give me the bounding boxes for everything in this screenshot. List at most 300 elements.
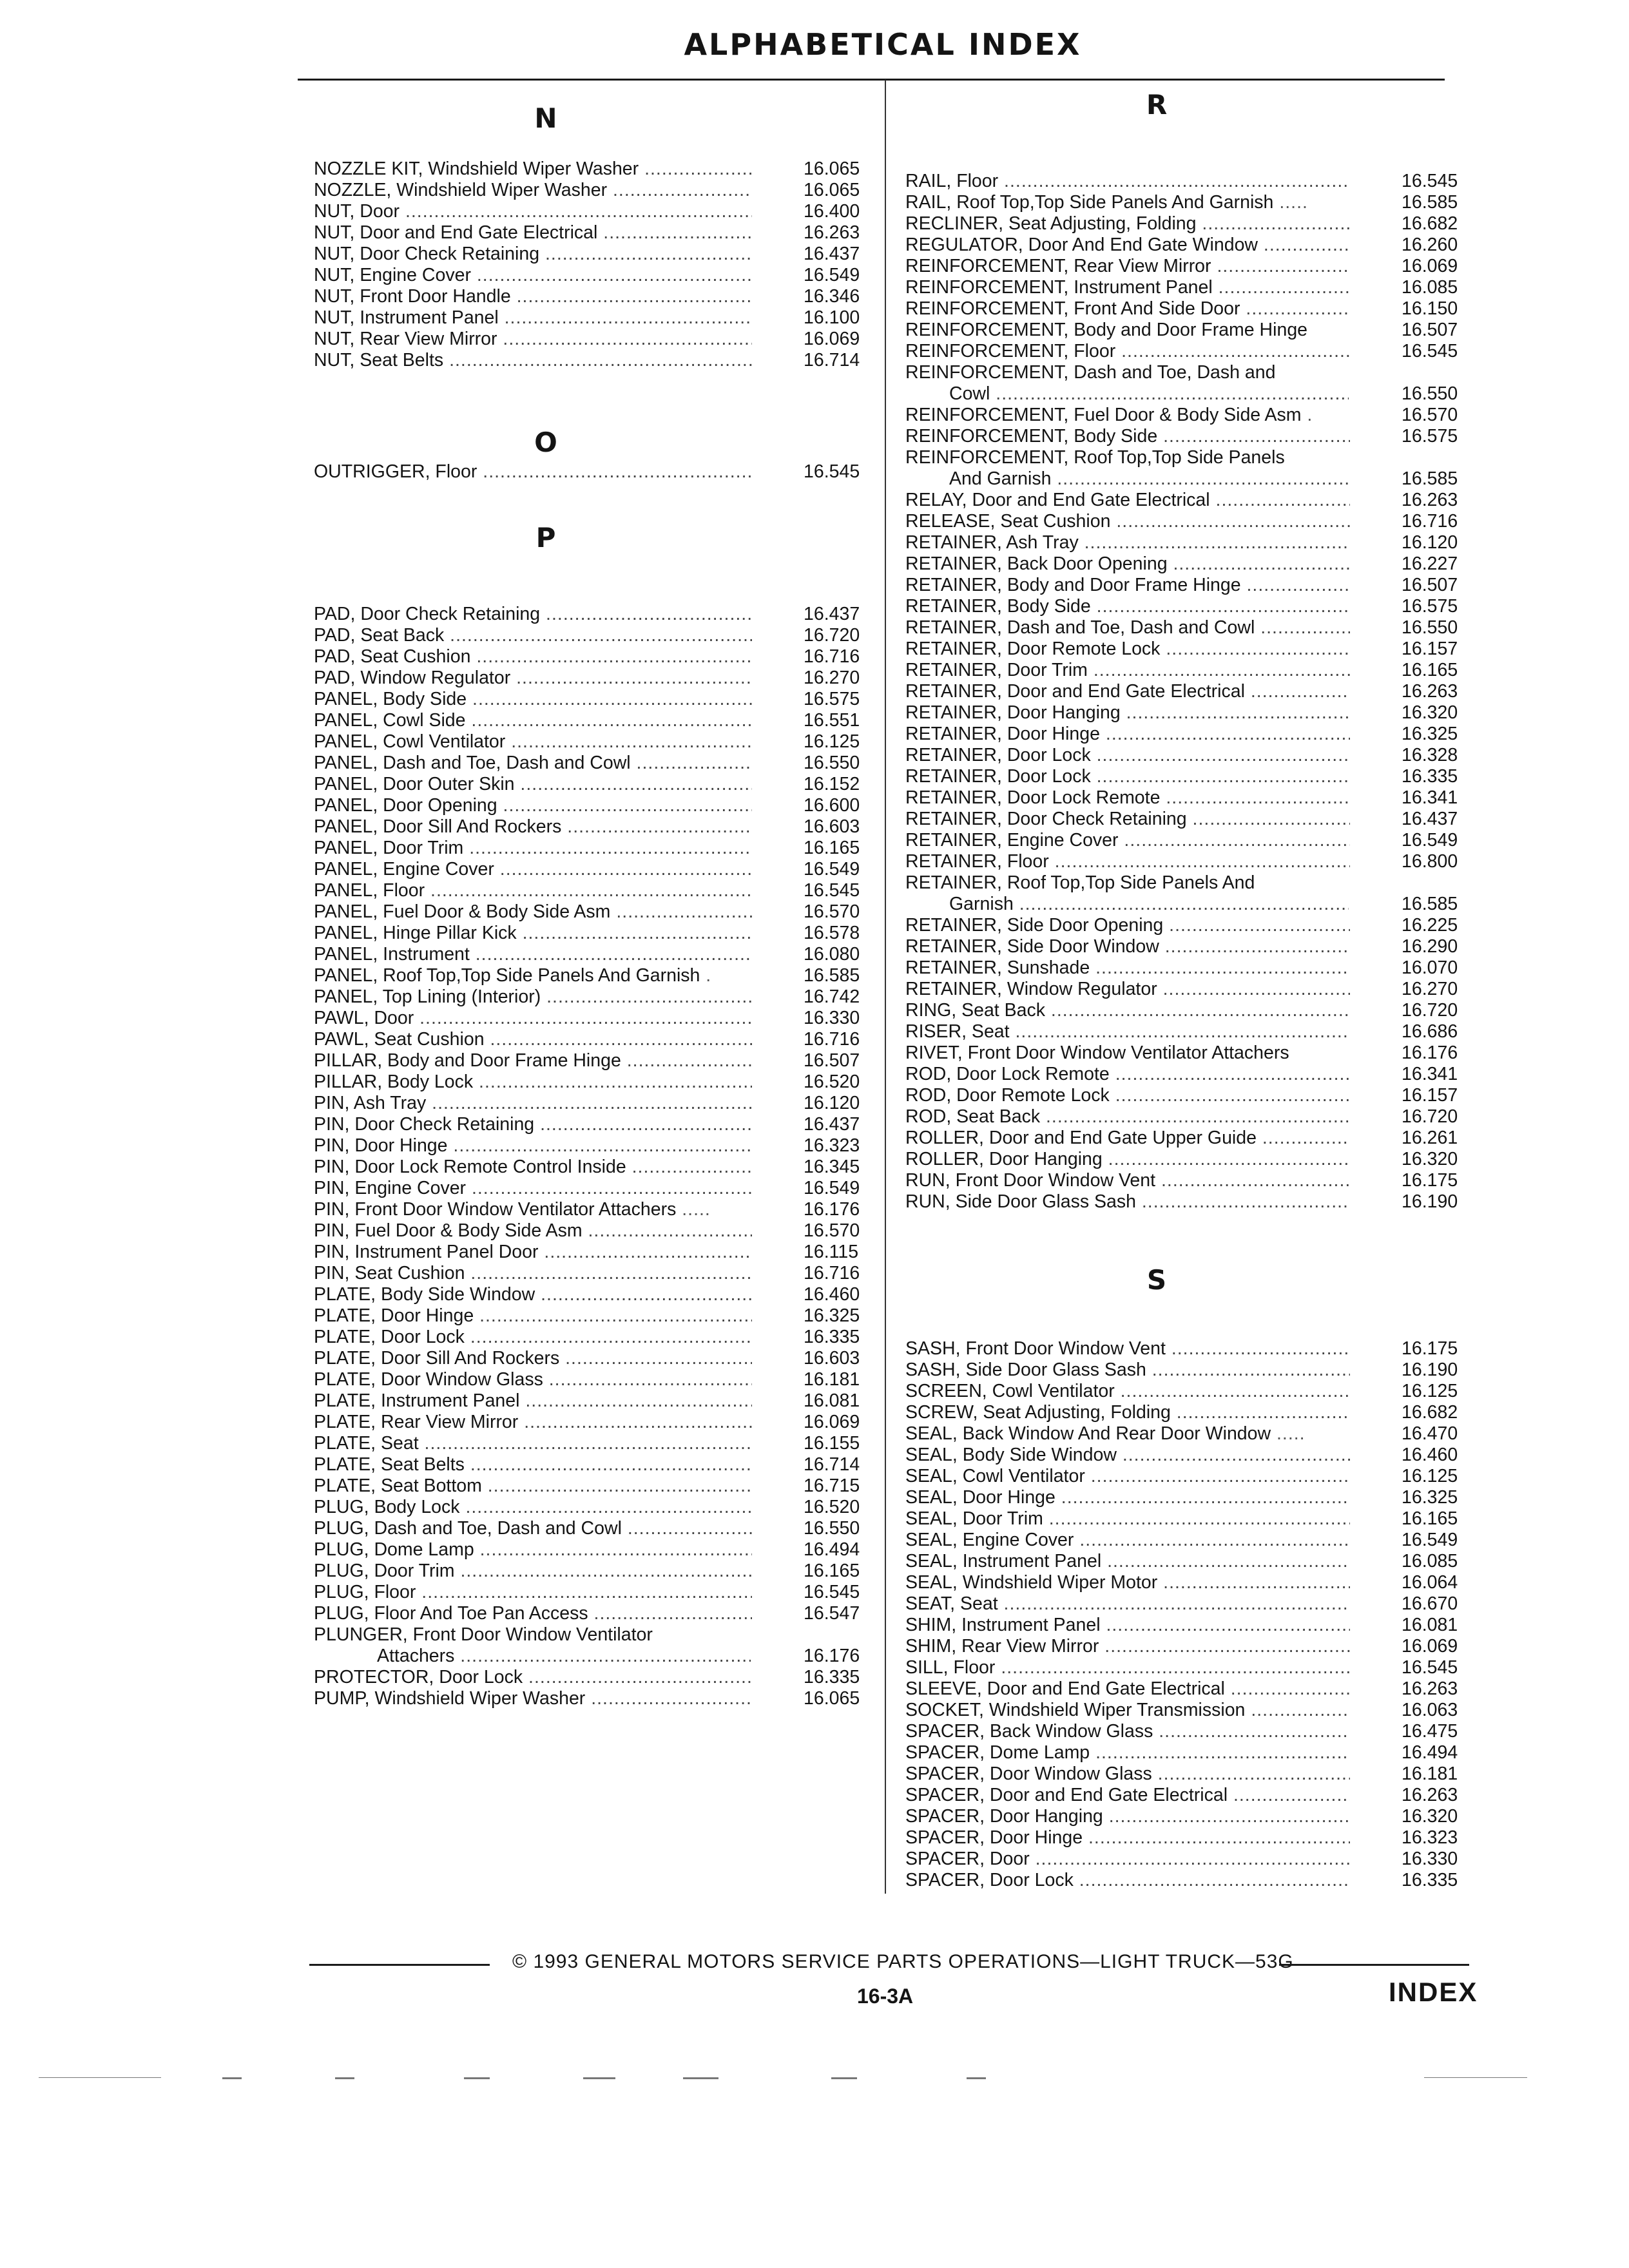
entry-page-ref: 16.550 bbox=[804, 1518, 860, 1539]
index-entry bbox=[314, 1454, 868, 1475]
index-entry bbox=[905, 1593, 1485, 1615]
entry-name: NUT, Instrument Panel ..... bbox=[314, 307, 752, 329]
index-entry bbox=[905, 298, 1485, 320]
entry-name: RETAINER, Floor ..... bbox=[905, 851, 1350, 872]
index-entry bbox=[905, 1870, 1485, 1891]
index-entry bbox=[314, 1475, 868, 1497]
entry-page-ref: 16.545 bbox=[1402, 341, 1458, 361]
index-entry bbox=[905, 341, 1485, 362]
entry-page-ref: 16.549 bbox=[804, 265, 860, 285]
index-entry bbox=[905, 1551, 1485, 1572]
entry-page-ref: 16.549 bbox=[1402, 830, 1458, 850]
dot-leader: ..... bbox=[1273, 192, 1308, 213]
entry-name: PAWL, Seat Cushion ..... bbox=[314, 1029, 752, 1050]
entry-name: PIN, Ash Tray ..... bbox=[314, 1093, 752, 1114]
entry-page-ref: 16.181 bbox=[1402, 1763, 1458, 1784]
entry-name: RUN, Front Door Window Vent ..... bbox=[905, 1170, 1350, 1191]
entry-page-ref: 16.437 bbox=[804, 604, 860, 624]
index-entry bbox=[314, 1093, 868, 1114]
entry-name: PANEL, Hinge Pillar Kick ..... bbox=[314, 923, 752, 944]
index-entry bbox=[905, 1423, 1485, 1445]
index-entry bbox=[314, 774, 868, 795]
entry-page-ref: 16.575 bbox=[1402, 426, 1458, 447]
entry-page-ref: 16.165 bbox=[1402, 1508, 1458, 1529]
entry-name: SHIM, Instrument Panel ..... bbox=[905, 1615, 1350, 1636]
entry-name: REGULATOR, Door And End Gate Window ..... bbox=[905, 235, 1350, 256]
entry-page-ref: 16.165 bbox=[804, 838, 860, 858]
index-list-o bbox=[314, 461, 868, 483]
entry-page-ref: 16.070 bbox=[1402, 957, 1458, 978]
entry-page-ref: 16.263 bbox=[1402, 1785, 1458, 1805]
entry-name: SEAL, Body Side Window ..... bbox=[905, 1445, 1350, 1466]
entry-name: PLATE, Door Sill And Rockers ..... bbox=[314, 1348, 752, 1369]
entry-name: NUT, Seat Belts ..... bbox=[314, 350, 752, 371]
index-entry bbox=[314, 350, 868, 371]
entry-name: PANEL, Door Outer Skin ..... bbox=[314, 774, 752, 795]
index-entry bbox=[314, 1114, 868, 1135]
entry-name: PIN, Fuel Door & Body Side Asm ..... bbox=[314, 1220, 752, 1242]
index-entry bbox=[905, 235, 1485, 256]
entry-page-ref: 16.225 bbox=[1402, 915, 1458, 936]
entry-name: RETAINER, Back Door Opening ..... bbox=[905, 553, 1350, 575]
entry-page-ref: 16.323 bbox=[1402, 1827, 1458, 1848]
scan-artifact bbox=[967, 2077, 986, 2079]
entry-page-ref: 16.227 bbox=[1402, 553, 1458, 574]
index-entry bbox=[905, 596, 1485, 617]
entry-name: RETAINER, Door and End Gate Electrical ..... bbox=[905, 681, 1350, 702]
index-entry bbox=[905, 787, 1485, 809]
index-entry bbox=[314, 1305, 868, 1327]
entry-page-ref: 16.263 bbox=[1402, 1678, 1458, 1699]
entry-page-ref: 16.545 bbox=[1402, 171, 1458, 191]
index-entry bbox=[905, 830, 1485, 851]
entry-page-ref: 16.260 bbox=[1402, 235, 1458, 255]
index-entry bbox=[314, 1561, 868, 1582]
entry-page-ref: 16.585 bbox=[1402, 894, 1458, 914]
index-entry bbox=[905, 447, 1485, 490]
index-entry bbox=[314, 901, 868, 923]
entry-name: NUT, Engine Cover ..... bbox=[314, 265, 752, 286]
index-entry bbox=[314, 180, 868, 201]
entry-page-ref: 16.437 bbox=[804, 244, 860, 264]
entry-page-ref: 16.341 bbox=[1402, 787, 1458, 808]
entry-name: PLATE, Instrument Panel ..... bbox=[314, 1390, 752, 1412]
entry-name: PIN, Door Hinge ..... bbox=[314, 1135, 752, 1157]
index-entry bbox=[314, 986, 868, 1008]
entry-page-ref: 16.716 bbox=[804, 1029, 860, 1050]
dot-leader: . bbox=[700, 965, 712, 986]
dot-leader: . bbox=[1301, 405, 1313, 425]
index-entry bbox=[905, 511, 1485, 532]
entry-page-ref: 16.330 bbox=[804, 1008, 860, 1028]
entry-name: REINFORCEMENT, Dash and Toe, Dash and bbox=[905, 362, 1276, 383]
entry-name: PLUG, Floor And Toe Pan Access ..... bbox=[314, 1603, 752, 1624]
entry-page-ref: 16.175 bbox=[1402, 1170, 1458, 1191]
entry-page-ref: 16.115 bbox=[804, 1242, 859, 1262]
index-entry bbox=[905, 1106, 1485, 1128]
entry-page-ref: 16.165 bbox=[1402, 660, 1458, 680]
entry-page-ref: 16.320 bbox=[1402, 1806, 1458, 1827]
index-entry bbox=[314, 1072, 868, 1093]
index-entry bbox=[905, 639, 1485, 660]
index-entry bbox=[314, 1603, 868, 1624]
section-letter-s: S bbox=[1146, 1264, 1167, 1296]
entry-page-ref: 16.155 bbox=[804, 1433, 860, 1454]
index-entry bbox=[905, 1338, 1485, 1360]
entry-name: PLATE, Seat Bottom ..... bbox=[314, 1475, 752, 1497]
index-entry bbox=[905, 426, 1485, 447]
index-entry bbox=[905, 532, 1485, 553]
dot-leader: ..... bbox=[676, 1199, 711, 1220]
index-list-r bbox=[905, 171, 1485, 1213]
entry-name: RETAINER, Window Regulator ..... bbox=[905, 979, 1350, 1000]
index-entry bbox=[905, 979, 1485, 1000]
entry-page-ref: 16.545 bbox=[804, 461, 860, 482]
index-entry bbox=[905, 575, 1485, 596]
entry-name: NUT, Door ..... bbox=[314, 201, 752, 222]
index-entry bbox=[905, 1149, 1485, 1170]
entry-name: REINFORCEMENT, Floor ..... bbox=[905, 341, 1350, 362]
index-entry bbox=[905, 553, 1485, 575]
entry-page-ref: 16.261 bbox=[1402, 1128, 1458, 1148]
index-entry bbox=[905, 490, 1485, 511]
index-entry bbox=[905, 724, 1485, 745]
entry-name: NOZZLE KIT, Windshield Wiper Washer ..... bbox=[314, 159, 752, 180]
entry-page-ref: 16.585 bbox=[1402, 468, 1458, 489]
scan-artifact bbox=[1424, 2077, 1527, 2078]
footer-rule-left bbox=[309, 1964, 490, 1966]
index-entry bbox=[905, 1806, 1485, 1827]
entry-name: SEAL, Door Trim ..... bbox=[905, 1508, 1350, 1530]
index-entry bbox=[314, 1412, 868, 1433]
entry-name: NUT, Door and End Gate Electrical ..... bbox=[314, 222, 752, 244]
entry-name: RETAINER, Door Hinge ..... bbox=[905, 724, 1350, 745]
index-entry bbox=[905, 915, 1485, 936]
entry-name: PANEL, Cowl Side ..... bbox=[314, 710, 752, 731]
entry-name: SPACER, Dome Lamp ..... bbox=[905, 1742, 1350, 1763]
entry-name: REINFORCEMENT, Fuel Door & Body Side Asm . bbox=[905, 405, 1313, 425]
index-entry bbox=[314, 838, 868, 859]
index-entry bbox=[314, 710, 868, 731]
index-entry bbox=[314, 1327, 868, 1348]
index-entry bbox=[314, 816, 868, 838]
index-entry bbox=[314, 689, 868, 710]
entry-page-ref: 16.585 bbox=[804, 965, 860, 986]
index-entry bbox=[905, 1678, 1485, 1700]
entry-page-ref: 16.157 bbox=[1402, 1085, 1458, 1106]
entry-page-ref: 16.507 bbox=[1402, 575, 1458, 595]
index-entry bbox=[905, 1572, 1485, 1593]
index-entry bbox=[314, 286, 868, 307]
entry-page-ref: 16.682 bbox=[1402, 1402, 1458, 1423]
entry-name: PLUNGER, Front Door Window Ventilator bbox=[314, 1624, 653, 1645]
section-letter-p: P bbox=[535, 522, 556, 553]
entry-name: SOCKET, Windshield Wiper Transmission ..... bbox=[905, 1700, 1350, 1721]
entry-name: RETAINER, Door Lock Remote ..... bbox=[905, 787, 1350, 809]
entry-name: SEAL, Door Hinge ..... bbox=[905, 1487, 1350, 1508]
entry-name: SPACER, Door Window Glass ..... bbox=[905, 1763, 1350, 1785]
index-entry bbox=[905, 1064, 1485, 1085]
entry-name: PIN, Door Lock Remote Control Inside ..... bbox=[314, 1157, 752, 1178]
entry-page-ref: 16.400 bbox=[804, 201, 860, 222]
index-entry bbox=[905, 1827, 1485, 1849]
entry-page-ref: 16.578 bbox=[804, 923, 860, 943]
entry-name: PLATE, Door Hinge ..... bbox=[314, 1305, 752, 1327]
entry-page-ref: 16.190 bbox=[1402, 1191, 1458, 1212]
entry-page-ref: 16.549 bbox=[804, 859, 860, 879]
index-entry bbox=[314, 307, 868, 329]
entry-name: SPACER, Door ..... bbox=[905, 1849, 1350, 1870]
entry-name: ROD, Door Remote Lock ..... bbox=[905, 1085, 1350, 1106]
entry-page-ref: 16.181 bbox=[804, 1369, 860, 1390]
entry-page-ref: 16.120 bbox=[1402, 532, 1458, 553]
entry-page-ref: 16.065 bbox=[804, 159, 860, 179]
entry-name: PILLAR, Body Lock ..... bbox=[314, 1072, 752, 1093]
entry-name: NUT, Front Door Handle ..... bbox=[314, 286, 752, 307]
entry-name-continued: And Garnish ..... bbox=[949, 468, 1349, 490]
index-entry bbox=[314, 265, 868, 286]
index-entry bbox=[905, 766, 1485, 787]
entry-name: REINFORCEMENT, Body Side ..... bbox=[905, 426, 1350, 447]
index-entry bbox=[905, 851, 1485, 872]
entry-page-ref: 16.547 bbox=[804, 1603, 860, 1624]
index-entry bbox=[314, 880, 868, 901]
entry-name: REINFORCEMENT, Body and Door Frame Hinge bbox=[905, 320, 1308, 340]
entry-name: PIN, Front Door Window Ventilator Attachers ..... bbox=[314, 1199, 711, 1220]
section-letter-o: O bbox=[534, 427, 557, 458]
entry-name: SEAL, Windshield Wiper Motor ..... bbox=[905, 1572, 1350, 1593]
entry-name: RELAY, Door and End Gate Electrical ..... bbox=[905, 490, 1350, 511]
entry-page-ref: 16.470 bbox=[1402, 1423, 1458, 1444]
index-entry bbox=[905, 1128, 1485, 1149]
index-entry bbox=[314, 1157, 868, 1178]
entry-name: SEAL, Instrument Panel ..... bbox=[905, 1551, 1350, 1572]
entry-name: RETAINER, Dash and Toe, Dash and Cowl ..... bbox=[905, 617, 1350, 639]
entry-page-ref: 16.176 bbox=[1402, 1043, 1458, 1063]
entry-name: RAIL, Roof Top,Top Side Panels And Garnish ..... bbox=[905, 192, 1308, 213]
entry-name: ROLLER, Door Hanging ..... bbox=[905, 1149, 1350, 1170]
index-entry bbox=[314, 1199, 868, 1220]
section-label: INDEX bbox=[1389, 1977, 1478, 2007]
section-letter-n: N bbox=[534, 102, 557, 134]
scan-artifact bbox=[39, 2077, 161, 2078]
entry-name-continued: Garnish ..... bbox=[949, 894, 1349, 915]
entry-name: RETAINER, Door Trim ..... bbox=[905, 660, 1350, 681]
index-entry bbox=[905, 1530, 1485, 1551]
entry-page-ref: 16.720 bbox=[1402, 1000, 1458, 1021]
column-divider bbox=[885, 80, 886, 1894]
index-entry bbox=[314, 795, 868, 816]
entry-page-ref: 16.152 bbox=[804, 774, 860, 794]
entry-name: PAWL, Door ..... bbox=[314, 1008, 752, 1029]
scan-artifact bbox=[222, 2077, 242, 2079]
entry-name: REINFORCEMENT, Rear View Mirror ..... bbox=[905, 256, 1350, 277]
index-entry bbox=[314, 923, 868, 944]
index-entry bbox=[905, 1000, 1485, 1021]
entry-page-ref: 16.325 bbox=[1402, 1487, 1458, 1508]
index-entry bbox=[314, 625, 868, 646]
index-entry bbox=[314, 1029, 868, 1050]
entry-name: RETAINER, Door Lock ..... bbox=[905, 766, 1350, 787]
index-entry bbox=[905, 1508, 1485, 1530]
index-entry bbox=[314, 1135, 868, 1157]
entry-page-ref: 16.716 bbox=[804, 646, 860, 667]
index-entry bbox=[905, 320, 1485, 341]
index-entry bbox=[905, 256, 1485, 277]
entry-page-ref: 16.065 bbox=[804, 180, 860, 200]
entry-page-ref: 16.716 bbox=[804, 1263, 860, 1283]
index-entry bbox=[314, 1539, 868, 1561]
entry-page-ref: 16.335 bbox=[804, 1667, 860, 1687]
entry-page-ref: 16.080 bbox=[804, 944, 860, 965]
index-entry bbox=[314, 1242, 868, 1263]
index-entry bbox=[314, 731, 868, 753]
index-entry bbox=[905, 1170, 1485, 1191]
index-entry bbox=[314, 1369, 868, 1390]
entry-page-ref: 16.549 bbox=[1402, 1530, 1458, 1550]
index-entry bbox=[314, 646, 868, 668]
index-entry bbox=[905, 1763, 1485, 1785]
entry-page-ref: 16.475 bbox=[1402, 1721, 1458, 1742]
entry-page-ref: 16.270 bbox=[1402, 979, 1458, 999]
entry-name: SASH, Front Door Window Vent ..... bbox=[905, 1338, 1350, 1360]
entry-name: SCREW, Seat Adjusting, Folding ..... bbox=[905, 1402, 1350, 1423]
entry-page-ref: 16.263 bbox=[804, 222, 860, 243]
entry-name: SEAL, Back Window And Rear Door Window ..... bbox=[905, 1423, 1306, 1444]
entry-page-ref: 16.686 bbox=[1402, 1021, 1458, 1042]
entry-page-ref: 16.346 bbox=[804, 286, 860, 307]
index-entry bbox=[314, 461, 868, 483]
entry-name: RECLINER, Seat Adjusting, Folding ..... bbox=[905, 213, 1350, 235]
entry-name: SASH, Side Door Glass Sash ..... bbox=[905, 1360, 1350, 1381]
entry-name: PANEL, Instrument ..... bbox=[314, 944, 752, 965]
entry-page-ref: 16.069 bbox=[804, 1412, 860, 1432]
entry-name: PANEL, Door Opening ..... bbox=[314, 795, 752, 816]
entry-name: PLATE, Door Lock ..... bbox=[314, 1327, 752, 1348]
entry-name: PIN, Engine Cover ..... bbox=[314, 1178, 752, 1199]
entry-page-ref: 16.064 bbox=[1402, 1572, 1458, 1593]
entry-page-ref: 16.125 bbox=[1402, 1466, 1458, 1486]
entry-name: PLUG, Dome Lamp ..... bbox=[314, 1539, 752, 1561]
entry-page-ref: 16.325 bbox=[1402, 724, 1458, 744]
entry-name: PLATE, Door Window Glass ..... bbox=[314, 1369, 752, 1390]
entry-page-ref: 16.335 bbox=[804, 1327, 860, 1347]
entry-name: REINFORCEMENT, Instrument Panel ..... bbox=[905, 277, 1350, 298]
index-entry bbox=[314, 1008, 868, 1029]
index-entry bbox=[314, 201, 868, 222]
index-entry bbox=[314, 753, 868, 774]
scan-artifact bbox=[335, 2077, 354, 2079]
index-entry bbox=[905, 213, 1485, 235]
index-entry bbox=[905, 1785, 1485, 1806]
index-entry bbox=[905, 277, 1485, 298]
entry-name: RETAINER, Door Hanging ..... bbox=[905, 702, 1350, 724]
entry-name: PLUG, Door Trim ..... bbox=[314, 1561, 752, 1582]
index-entry bbox=[905, 660, 1485, 681]
entry-name: RISER, Seat ..... bbox=[905, 1021, 1350, 1043]
entry-page-ref: 16.320 bbox=[1402, 702, 1458, 723]
entry-name: SLEEVE, Door and End Gate Electrical ..... bbox=[905, 1678, 1350, 1700]
entry-page-ref: 16.800 bbox=[1402, 851, 1458, 872]
entry-page-ref: 16.570 bbox=[1402, 405, 1458, 425]
entry-page-ref: 16.125 bbox=[1402, 1381, 1458, 1401]
entry-name: PANEL, Floor ..... bbox=[314, 880, 752, 901]
index-entry bbox=[314, 1050, 868, 1072]
entry-name: RETAINER, Body and Door Frame Hinge ..... bbox=[905, 575, 1350, 596]
index-entry bbox=[905, 1402, 1485, 1423]
entry-name-continued: Attachers ..... bbox=[377, 1646, 751, 1667]
index-entry bbox=[905, 1085, 1485, 1106]
index-entry bbox=[905, 1849, 1485, 1870]
entry-page-ref: 16.720 bbox=[804, 625, 860, 646]
entry-name: PANEL, Fuel Door & Body Side Asm ..... bbox=[314, 901, 752, 923]
entry-name: PAD, Seat Back ..... bbox=[314, 625, 752, 646]
entry-name: PIN, Seat Cushion ..... bbox=[314, 1263, 752, 1284]
index-entry bbox=[314, 1263, 868, 1284]
entry-page-ref: 16.175 bbox=[1402, 1338, 1458, 1359]
entry-name: PANEL, Door Sill And Rockers ..... bbox=[314, 816, 752, 838]
entry-page-ref: 16.063 bbox=[1402, 1700, 1458, 1720]
entry-name: SEAL, Engine Cover ..... bbox=[905, 1530, 1350, 1551]
index-entry bbox=[905, 936, 1485, 957]
entry-name: PANEL, Door Trim ..... bbox=[314, 838, 752, 859]
entry-page-ref: 16.716 bbox=[1402, 511, 1458, 532]
dot-leader: ..... bbox=[1271, 1423, 1306, 1444]
entry-page-ref: 16.335 bbox=[1402, 1870, 1458, 1890]
entry-page-ref: 16.176 bbox=[804, 1646, 860, 1666]
entry-page-ref: 16.157 bbox=[1402, 639, 1458, 659]
entry-name: SPACER, Door Hinge ..... bbox=[905, 1827, 1350, 1849]
index-entry bbox=[314, 329, 868, 350]
scan-artifact bbox=[831, 2077, 857, 2079]
index-entry bbox=[905, 1700, 1485, 1721]
entry-page-ref: 16.600 bbox=[804, 795, 860, 816]
entry-name: PLUG, Body Lock ..... bbox=[314, 1497, 752, 1518]
index-entry bbox=[314, 159, 868, 180]
index-entry bbox=[314, 668, 868, 689]
entry-name: SHIM, Rear View Mirror ..... bbox=[905, 1636, 1350, 1657]
index-entry bbox=[905, 192, 1485, 213]
index-entry bbox=[905, 1615, 1485, 1636]
entry-name: PLATE, Seat ..... bbox=[314, 1433, 752, 1454]
entry-name: RETAINER, Side Door Opening ..... bbox=[905, 915, 1350, 936]
entry-name: SILL, Floor ..... bbox=[905, 1657, 1350, 1678]
entry-page-ref: 16.437 bbox=[1402, 809, 1458, 829]
entry-name: PAD, Door Check Retaining ..... bbox=[314, 604, 752, 625]
entry-page-ref: 16.069 bbox=[804, 329, 860, 349]
index-entry bbox=[314, 604, 868, 625]
entry-page-ref: 16.570 bbox=[804, 901, 860, 922]
entry-page-ref: 16.714 bbox=[804, 1454, 860, 1475]
index-entry bbox=[905, 1021, 1485, 1043]
entry-page-ref: 16.069 bbox=[1402, 1636, 1458, 1657]
entry-name: SPACER, Door and End Gate Electrical ..... bbox=[905, 1785, 1350, 1806]
entry-page-ref: 16.085 bbox=[1402, 277, 1458, 298]
entry-page-ref: 16.550 bbox=[1402, 383, 1458, 404]
index-entry bbox=[905, 405, 1485, 426]
entry-page-ref: 16.575 bbox=[1402, 596, 1458, 617]
entry-name: RIVET, Front Door Window Ventilator Attachers bbox=[905, 1043, 1289, 1063]
entry-page-ref: 16.507 bbox=[804, 1050, 860, 1071]
index-entry bbox=[314, 965, 868, 986]
entry-name: PLUG, Floor ..... bbox=[314, 1582, 752, 1603]
index-entry bbox=[905, 1445, 1485, 1466]
entry-name: RUN, Side Door Glass Sash ..... bbox=[905, 1191, 1350, 1213]
entry-page-ref: 16.494 bbox=[804, 1539, 860, 1560]
page-title: ALPHABETICAL INDEX bbox=[684, 27, 1082, 62]
index-list-s bbox=[905, 1338, 1485, 1891]
entry-page-ref: 16.715 bbox=[804, 1475, 860, 1496]
